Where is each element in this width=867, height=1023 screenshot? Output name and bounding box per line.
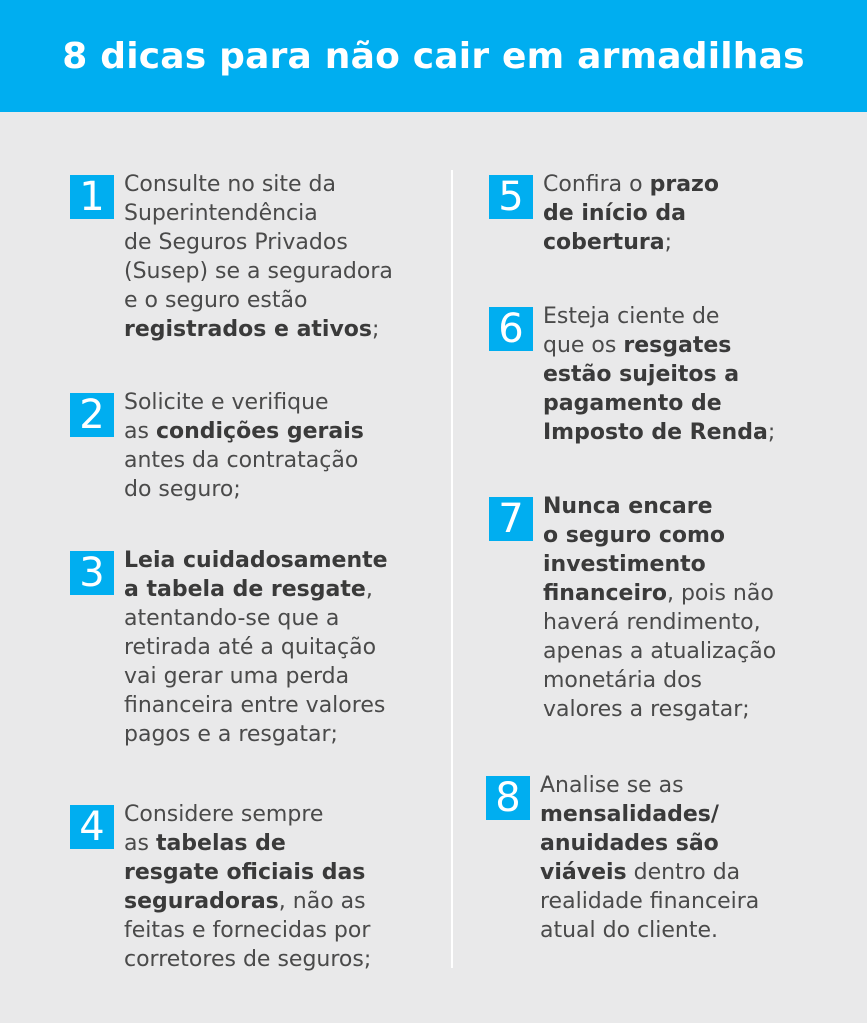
tip-text — [540, 771, 759, 945]
page-title: 8 dicas para não cair em armadilhas — [62, 35, 805, 77]
tip-text-line — [124, 388, 364, 417]
tip-text-run: ; — [767, 420, 776, 445]
tip-text-line — [543, 389, 775, 418]
tip-text-run: apenas a atualização — [543, 639, 777, 664]
tip-text-run: retirada até a quitação — [124, 635, 377, 660]
tip-text-line — [124, 720, 388, 749]
tip-text-bold: financeiro — [543, 581, 667, 606]
tip-text — [124, 800, 371, 974]
tip-text-line — [124, 916, 371, 945]
tip-text-line — [543, 521, 776, 550]
tip-text — [543, 302, 775, 447]
tip-text-run: , não as — [278, 889, 366, 914]
tip-text-run: e o seguro estão — [124, 288, 308, 313]
tip-text-run: Consulte no site da — [124, 172, 337, 197]
tip-text-line — [543, 695, 776, 724]
tip-text-bold: a tabela de resgate — [124, 577, 366, 602]
tip-text — [124, 170, 393, 344]
tip-text-run: corretores de seguros; — [124, 947, 372, 972]
tip-text-run: haverá rendimento, — [543, 610, 761, 635]
tip-text-bold: viáveis — [540, 860, 627, 885]
tip-text-line — [124, 286, 393, 315]
tip-text-line — [543, 579, 776, 608]
tip-text-line — [124, 475, 364, 504]
tip-text-line — [543, 228, 719, 257]
tip-text-line — [124, 315, 393, 344]
tip-text-line — [543, 331, 775, 360]
tip-text-line — [124, 446, 364, 475]
tip-text-bold: Imposto de Renda — [543, 420, 768, 445]
tip-text-line — [124, 887, 371, 916]
column-divider — [451, 170, 453, 968]
tip-text-line — [124, 417, 364, 446]
tip-text-bold: resgates — [623, 333, 732, 358]
tip-text-line — [124, 546, 388, 575]
tip-text-run: as — [124, 831, 156, 856]
tip-text-line — [540, 800, 759, 829]
tip-7 — [489, 492, 776, 724]
tip-text-run: do seguro; — [124, 477, 241, 502]
tip-text-run: pagos e a resgatar; — [124, 722, 338, 747]
tip-text-line — [540, 887, 759, 916]
tip-text-run: ; — [664, 230, 672, 255]
tip-text-line — [543, 608, 776, 637]
tip-text-run: (Susep) se a seguradora — [124, 259, 393, 284]
tip-text-bold: seguradoras — [124, 889, 279, 914]
tip-text — [124, 388, 364, 504]
tip-text-line — [543, 666, 776, 695]
tip-2 — [70, 388, 364, 504]
tip-text-run: Esteja ciente de — [543, 304, 720, 329]
tip-text-bold: prazo — [649, 172, 719, 197]
tip-text — [124, 546, 388, 749]
tip-text-run: valores a resgatar; — [543, 697, 750, 722]
tip-text-line — [124, 829, 371, 858]
tip-text-line — [124, 945, 371, 974]
tip-text-run: Analise se as — [540, 773, 684, 798]
tip-text-line — [540, 916, 759, 945]
tip-8 — [486, 771, 759, 945]
tip-text-run: de Seguros Privados — [124, 230, 348, 255]
tip-text-bold: tabelas de — [155, 831, 286, 856]
tip-text-line — [124, 575, 388, 604]
tip-text-line — [543, 170, 719, 199]
tip-text-run: Superintendência — [124, 201, 318, 226]
tip-text-line — [124, 691, 388, 720]
tip-text-line — [543, 302, 775, 331]
tip-text-run: financeira entre valores — [124, 693, 386, 718]
tip-text-bold: registrados e ativos — [124, 317, 373, 342]
tip-text-bold: cobertura — [543, 230, 665, 255]
tip-5 — [489, 170, 719, 257]
tip-text-line — [124, 633, 388, 662]
tip-number-badge: 1 — [70, 175, 114, 219]
tip-text-line — [124, 858, 371, 887]
tip-text — [543, 492, 776, 724]
tip-text-line — [543, 637, 776, 666]
tip-text-run: que os — [543, 333, 624, 358]
tip-text-bold: de início da — [543, 201, 687, 226]
tip-text-line — [540, 771, 759, 800]
tip-text-run: atual do cliente. — [540, 918, 719, 943]
tip-text-line — [543, 418, 775, 447]
tip-number-badge: 4 — [70, 805, 114, 849]
tip-text-run: monetária dos — [543, 668, 702, 693]
tip-text-bold: pagamento de — [543, 391, 722, 416]
tip-text-run: realidade financeira — [540, 889, 760, 914]
tip-text-run: dentro da — [626, 860, 741, 885]
tip-text-run: atentando-se que a — [124, 606, 340, 631]
tip-text-bold: estão sujeitos a — [543, 362, 740, 387]
tip-text-bold: Leia cuidadosamente — [124, 548, 388, 573]
tip-text-line — [543, 492, 776, 521]
tip-text-bold: resgate oficiais das — [124, 860, 366, 885]
tip-text-run: Considere sempre — [124, 802, 324, 827]
header-banner — [0, 0, 867, 112]
tip-text-run: antes da contratação — [124, 448, 359, 473]
tip-number-badge: 7 — [489, 497, 533, 541]
tip-1 — [70, 170, 393, 344]
tip-text-bold: mensalidades/ — [540, 802, 719, 827]
tip-text-line — [124, 199, 393, 228]
tip-text-bold: investimento — [543, 552, 706, 577]
tip-text-line — [124, 800, 371, 829]
tip-text-run: Solicite e verifique — [124, 390, 329, 415]
tip-text-line — [124, 170, 393, 199]
tip-text-run: vai gerar uma perda — [124, 664, 350, 689]
tip-text-run: , — [365, 577, 373, 602]
tip-text-run: Confira o — [543, 172, 650, 197]
tip-text-bold: condições gerais — [155, 419, 364, 444]
tip-number-badge: 2 — [70, 393, 114, 437]
tip-4 — [70, 800, 371, 974]
tip-text-line — [543, 199, 719, 228]
tip-text-run: ; — [372, 317, 380, 342]
tip-text-line — [124, 257, 393, 286]
tip-number-badge: 8 — [486, 776, 530, 820]
tip-6 — [489, 302, 775, 447]
tip-number-badge: 6 — [489, 307, 533, 351]
tip-text-line — [543, 550, 776, 579]
tip-text-run: , pois não — [666, 581, 774, 606]
tip-text-line — [543, 360, 775, 389]
tip-text — [543, 170, 719, 257]
tip-3 — [70, 546, 388, 749]
tip-text-run: feitas e fornecidas por — [124, 918, 371, 943]
tip-text-run: as — [124, 419, 156, 444]
tip-text-line — [124, 604, 388, 633]
tip-number-badge: 3 — [70, 551, 114, 595]
tip-text-bold: anuidades são — [540, 831, 719, 856]
tip-text-line — [540, 829, 759, 858]
tip-text-line — [540, 858, 759, 887]
tip-number-badge: 5 — [489, 175, 533, 219]
tip-text-bold: Nunca encare — [543, 494, 713, 519]
tip-text-line — [124, 662, 388, 691]
tip-text-line — [124, 228, 393, 257]
tip-text-bold: o seguro como — [543, 523, 726, 548]
